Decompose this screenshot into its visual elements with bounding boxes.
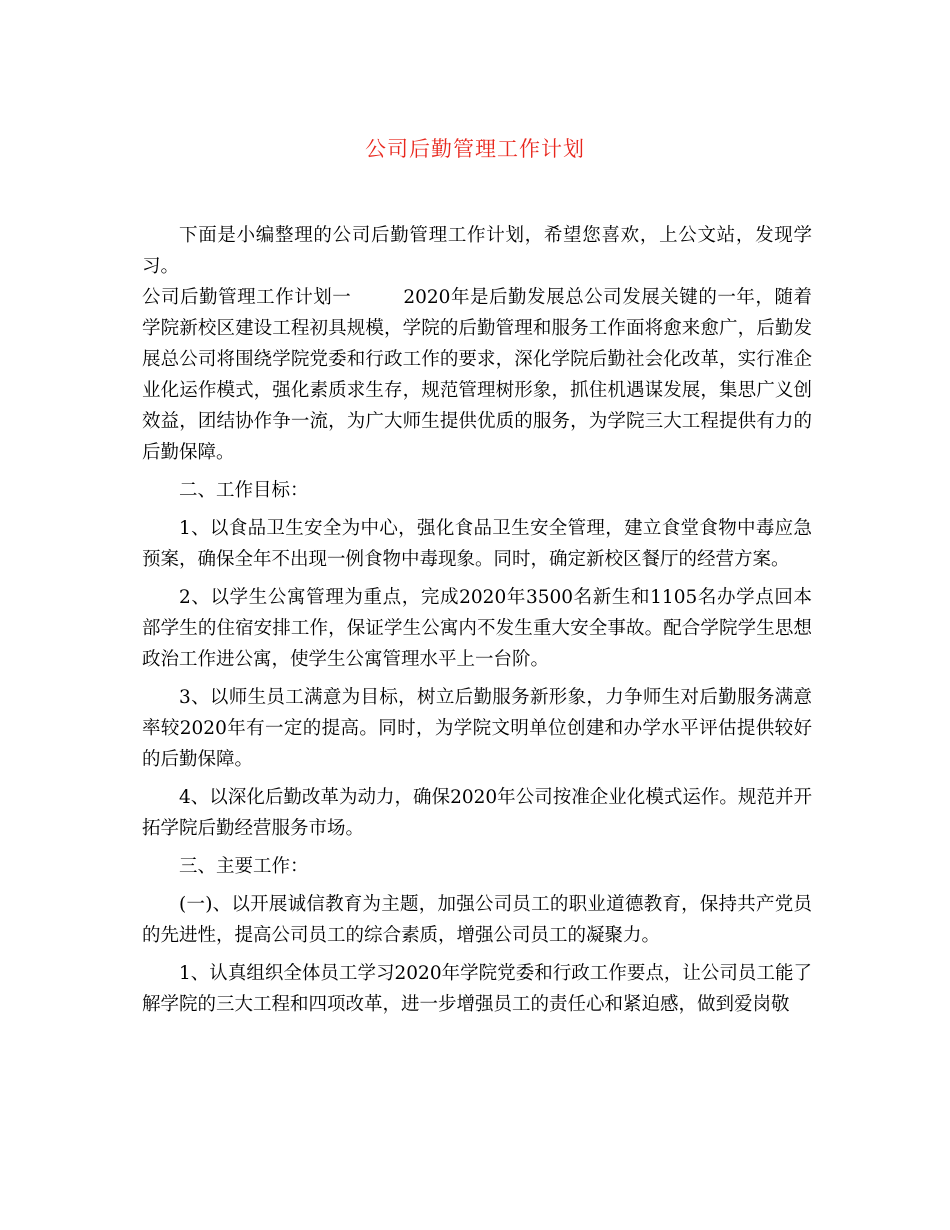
goal-item-2: 2、以学生公寓管理为重点，完成2020年3500名新生和1105名办学点回本部学生的住宿安排工作，保证学生公寓内不发生重大安全事故。配合学院学生思想政治工作进公寓，使学生公寓管理水平上一台阶。 (142, 587, 812, 670)
plan-paragraph (142, 282, 812, 468)
plan-heading: 公司后勤管理工作计划一 (142, 287, 352, 308)
section-heading-goals: 二、工作目标： (179, 480, 309, 501)
goal-item-4: 4、以深化后勤改革为动力，确保2020年公司按准企业化模式运作。规范并开拓学院后勤经营服务市场。 (142, 787, 812, 839)
section-heading-main-work: 三、主要工作： (179, 856, 309, 877)
document-body (142, 220, 812, 1027)
work-item-a1: 1、认真组织全体员工学习2020年学院党委和行政工作要点，让公司员工能了解学院的三大工程和四项改革，进一步增强员工的责任心和紧迫感，做到爱岗敬 (142, 963, 812, 1015)
document-title: 公司后勤管理工作计划 (365, 137, 585, 161)
intro-paragraph: 下面是小编整理的公司后勤管理工作计划，希望您喜欢，上公文站，发现学习。 (142, 225, 812, 277)
plan-intro-text: 2020年是后勤发展总公司发展关键的一年，随着学院新校区建设工程初具规模，学院的后勤管理和服务工作面将愈来愈广，后勤发展总公司将围绕学院党委和行政工作的要求，深化学院后勤社会化改革，实行准企业化运作模式，强化素质求生存，规范管理树形象，抓住机遇谋发展，集思广义创效益，团结协作争一流，为广大师生提供优质的服务，为学院三大工程提供有力的后勤保障。 (142, 287, 812, 463)
work-item-a: (一)、以开展诚信教育为主题，加强公司员工的职业道德教育，保持共产党员的先进性，提高公司员工的综合素质，增强公司员工的凝聚力。 (142, 894, 812, 946)
goal-item-3: 3、以师生员工满意为目标，树立后勤服务新形象，力争师生对后勤服务满意率较2020年有一定的提高。同时，为学院文明单位创建和办学水平评估提供较好的后勤保障。 (142, 687, 812, 770)
goal-item-1: 1、以食品卫生安全为中心，强化食品卫生安全管理，建立食堂食物中毒应急预案，确保全年不出现一例食物中毒现象。同时，确定新校区餐厅的经营方案。 (142, 518, 812, 570)
